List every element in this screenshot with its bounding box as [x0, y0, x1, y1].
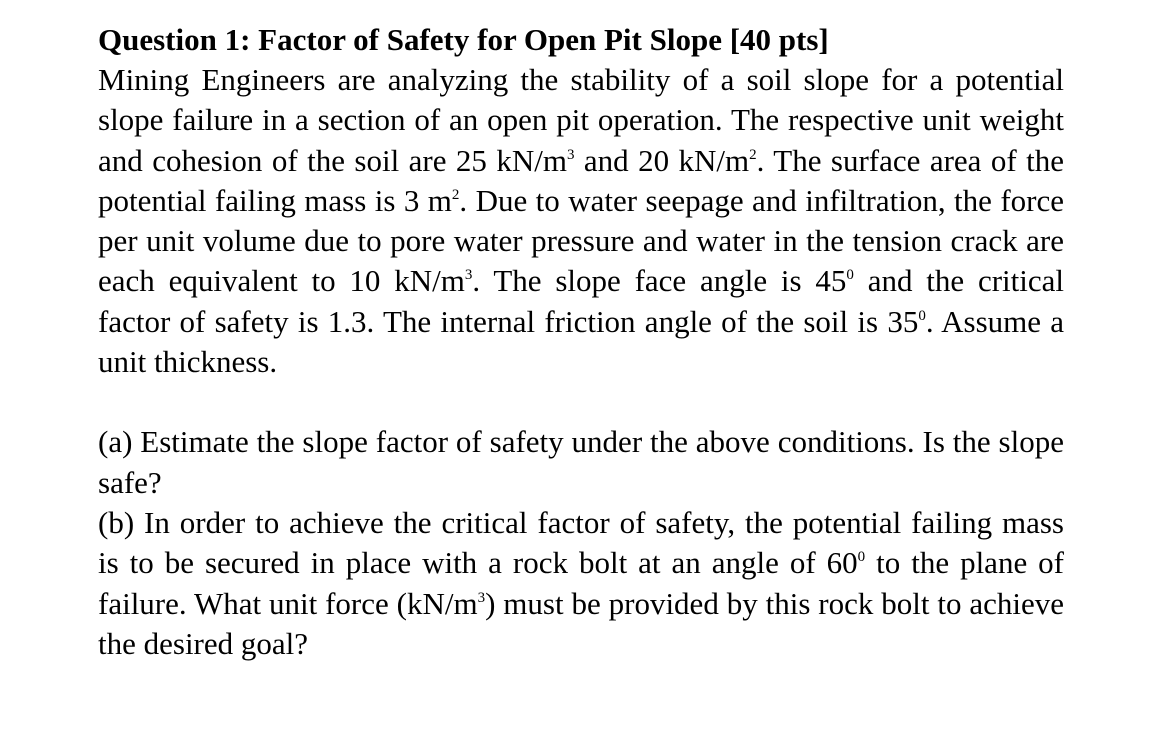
- intro-text-3: . The surface area of the potential failing mass is 3 m: [98, 142, 1064, 218]
- intro-text-4: . Due to water seepage and infiltration, the force per unit volume due to pore water pressure and water in the tension crack are each equivalent to 10 kN/m: [98, 182, 1064, 299]
- intro-text-5: . The slope face angle is 45: [472, 263, 847, 299]
- intro-text-1: Mining Engineers are analyzing the stability of a soil slope for a potential slope failure in a section of an open pit operation. The respective unit weight and cohesion of the soil are 25 kN/m: [98, 62, 1064, 178]
- intro-text-2: and 20 kN/m: [574, 142, 750, 178]
- part-a-question: (a) Estimate the slope factor of safety under the above conditions. Is the slope safe?: [98, 424, 1064, 500]
- part-b-text-3: ) must be provided by this rock bolt to achieve the desired goal?: [98, 585, 1064, 661]
- intro-sup-4: 3: [464, 267, 473, 284]
- intro-sup-2: 2: [749, 146, 757, 163]
- intro-sup-3: 2: [451, 186, 460, 203]
- intro-sup-6: 0: [918, 307, 926, 324]
- part-b-text-1: (b) In order to achieve the critical factor of safety, the potential failing mass is to be secured in place with a rock bolt at an angle of 60: [98, 504, 1064, 581]
- intro-text-6: and the critical factor of safety is 1.3. The internal friction angle of the soil is 35: [98, 263, 1065, 339]
- paragraph-spacer: [98, 382, 1064, 422]
- intro-text-7: . Assume a unit thickness.: [98, 303, 1065, 380]
- part-b-sup-1: 0: [857, 549, 866, 566]
- part-b-text-2: to the plane of failure. What unit force (kN/m: [98, 545, 1064, 621]
- part-b-sup-2: 3: [477, 589, 486, 606]
- question-title: Question 1: Factor of Safety for Open Pit Slope [40 pts]: [98, 22, 829, 57]
- intro-sup-1: 3: [566, 146, 575, 163]
- question-document: [98, 20, 1064, 664]
- part-b-question: [98, 503, 1064, 664]
- problem-statement: [98, 60, 1064, 382]
- intro-sup-5: 0: [846, 267, 854, 284]
